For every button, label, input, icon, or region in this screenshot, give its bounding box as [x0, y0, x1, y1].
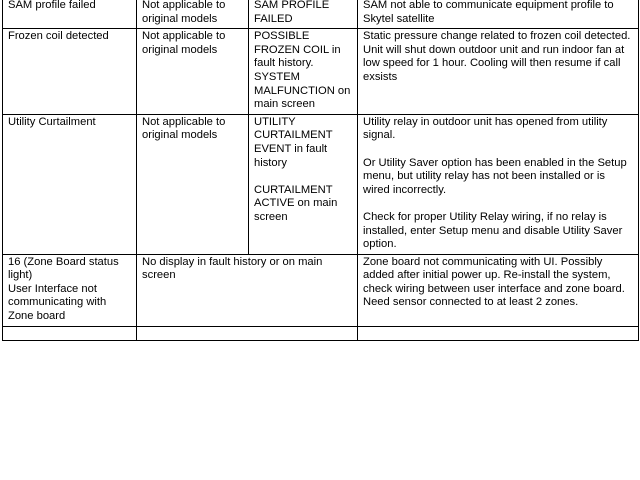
description-text: SAM not able to communicate equipment profile to Skytel satellite [363, 0, 614, 25]
applicability-cell: Not applicable to original models [137, 114, 249, 254]
description-cell [358, 254, 639, 326]
description-cell [358, 0, 639, 29]
description-text: Or Utility Saver option has been enabled in the Setup menu, but utility relay has not been installed or is wired incorrectly. [363, 156, 627, 196]
empty-cell [3, 326, 137, 340]
description-text: Check for proper Utility Relay wiring, if no relay is installed, enter Setup menu and disable Utility Saver option. [363, 210, 623, 251]
empty-cell [137, 326, 358, 340]
applicability-display-cell: No display in fault history or on main screen [137, 254, 358, 326]
display-cell [249, 114, 358, 254]
display-text: CURTAILMENT ACTIVE on main screen [254, 183, 338, 223]
condition-cell: Utility Curtailment [3, 114, 137, 254]
description-cell [358, 29, 639, 115]
table-row [3, 0, 639, 29]
table-row [3, 29, 639, 115]
condition-cell: SAM profile failed [3, 0, 137, 29]
display-text: UTILITY CURTAILMENT EVENT in fault history [254, 115, 333, 169]
description-text: Zone board not communicating with UI. Possibly added after initial power up. Re-install the system, check wiring between user interface and zone board. Need sensor connected to at least 2 zones. [363, 255, 625, 309]
condition-text: 16 (Zone Board status light) [8, 255, 119, 282]
condition-cell: Frozen coil detected [3, 29, 137, 115]
description-cell [358, 114, 639, 254]
fault-code-table [2, 0, 639, 341]
display-cell: POSSIBLE FROZEN COIL in fault history. SYSTEM MALFUNCTION on main screen [249, 29, 358, 115]
table-row [3, 114, 639, 254]
table-row [3, 254, 639, 326]
description-text: Utility relay in outdoor unit has opened from utility signal. [363, 115, 608, 142]
condition-cell [3, 254, 137, 326]
applicability-cell: Not applicable to original models [137, 29, 249, 115]
condition-text: User Interface not communicating with Zone board [8, 282, 107, 323]
description-text: Static pressure change related to frozen coil detected. Unit will shut down outdoor unit and run indoor fan at low speed for 1 hour. Cooling will then resume if call exsists [363, 30, 631, 83]
table-row-empty [3, 326, 639, 340]
display-cell: SAM PROFILE FAILED [249, 0, 358, 29]
applicability-cell: Not applicable to original models [137, 0, 249, 29]
empty-cell [358, 326, 639, 340]
